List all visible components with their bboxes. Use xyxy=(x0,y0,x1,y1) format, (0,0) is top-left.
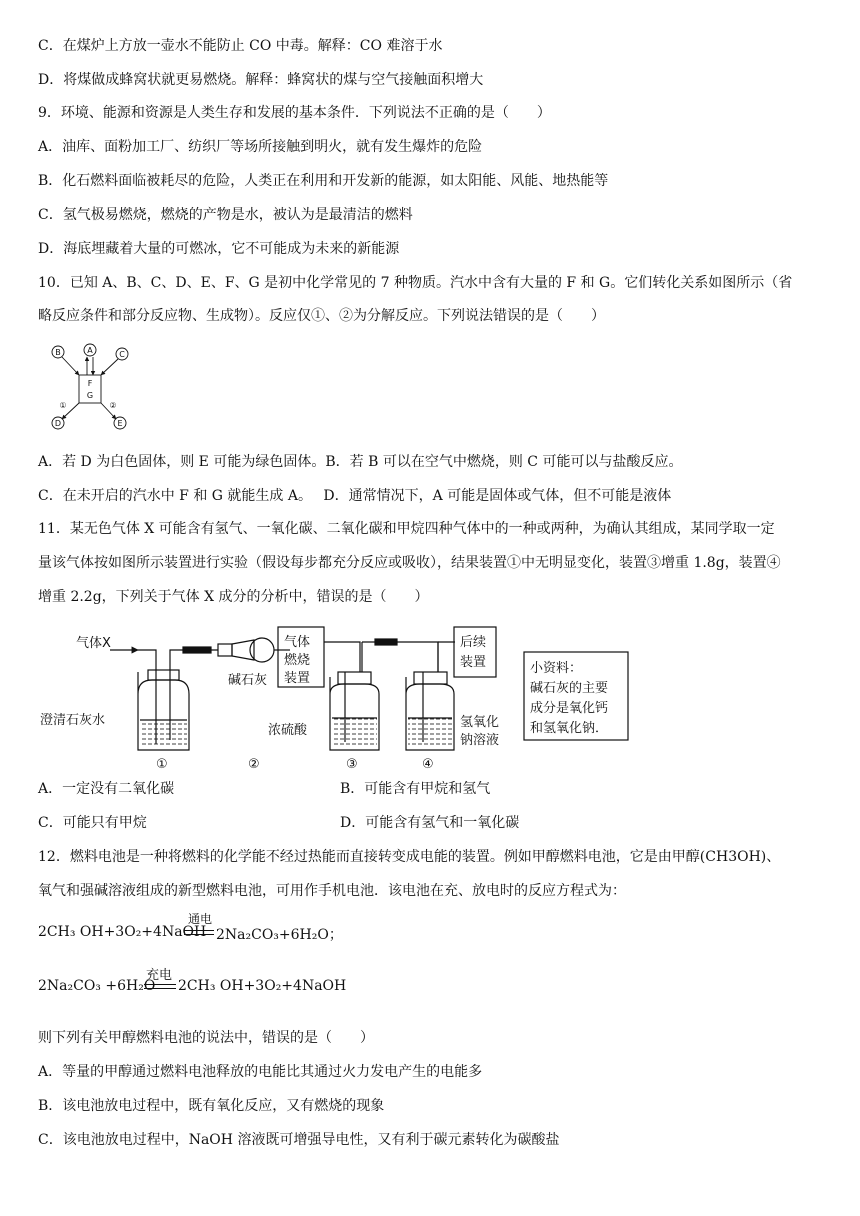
q9-option-a: A．油库、面粉加工厂、纺织厂等场所接触到明火，就有发生爆炸的危险 xyxy=(38,139,483,155)
note-line-4: 和氢氧化钠． xyxy=(530,721,609,736)
eq1-right: 2Na₂CO₃+6H₂O； xyxy=(216,927,343,943)
q11-option-c: C．可能只有甲烷 xyxy=(38,815,147,831)
note-line-1: 小资料： xyxy=(530,661,583,676)
eq1-arrow xyxy=(184,930,214,935)
q11-stem-line3: 增重 2.2g，下列关于气体 X 成分的分析中，错误的是（ ） xyxy=(38,589,429,605)
naoh-label-1: 氢氧化 xyxy=(460,715,500,730)
gas-x-label: 气体X xyxy=(76,636,111,651)
q12-option-a: A．等量的甲醇通过燃料电池释放的电能比其通过火力发电产生的电能多 xyxy=(38,1064,483,1080)
soda-lime-tube xyxy=(218,638,290,662)
q12-option-b: B．该电池放电过程中，既有氧化反应，又有燃烧的现象 xyxy=(38,1098,385,1114)
q10-stem-line1: 10．已知 A、B、C、D、E、F、G 是初中化学常见的 7 种物质。汽水中含有大量的 F 和 G。它们转化关系如图所示（省 xyxy=(38,275,793,291)
q10-options-ab: A．若 D 为白色固体，则 E 可能为绿色固体。B．若 B 可以在空气中燃烧，则 C 可能可以与盐酸反应。 xyxy=(38,454,683,470)
eq2-condition: 充电 xyxy=(146,968,173,983)
eq2-left: 2Na₂CO₃ +6H₂O xyxy=(38,978,156,994)
q11-option-b: B．可能含有甲烷和氢气 xyxy=(340,781,491,797)
q8-option-d: D．将煤做成蜂窝状就更易燃烧。解释：蜂窝状的煤与空气接触面积增大 xyxy=(38,72,484,88)
q11-option-d: D．可能含有氢气和一氧化碳 xyxy=(340,815,520,831)
q11-apparatus-diagram xyxy=(40,622,640,772)
note-line-2: 碱石灰的主要 xyxy=(530,681,609,696)
q12-option-c: C．该电池放电过程中，NaOH 溶液既可增强导电性，又有利于碳元素转化为碳酸盐 xyxy=(38,1132,560,1148)
eq1-condition: 通电 xyxy=(188,912,213,926)
node-c-label: C xyxy=(119,350,125,359)
q10-stem-line2: 略反应条件和部分反应物、生成物）。反应仅①、②为分解反应。下列说法错误的是（ ） xyxy=(38,308,605,324)
q11-option-a: A．一定没有二氧化碳 xyxy=(38,781,175,797)
burner-label-3: 装置 xyxy=(284,671,311,686)
bottle-3 xyxy=(330,642,379,750)
equation-charge xyxy=(38,964,538,998)
reaction-1-label: ① xyxy=(59,401,67,410)
q8-option-c: C．在煤炉上方放一壶水不能防止 CO 中毒。解释：CO 难溶于水 xyxy=(38,38,443,54)
next-label-1: 后续 xyxy=(460,635,487,650)
eq1-left: 2CH₃ OH+3O₂+4NaOH xyxy=(38,924,207,940)
q12-stem-line1: 12．燃料电池是一种将燃料的化学能不经过热能而直接转变成电能的装置。例如甲醇燃料电池，它是由甲醇(CH3OH)、 xyxy=(38,849,781,865)
bottle-1 xyxy=(138,650,200,750)
reaction-2-label: ② xyxy=(109,401,117,410)
node-a-label: A xyxy=(87,346,93,355)
q12-stem-line2: 氧气和强碱溶液组成的新型燃料电池，可用作手机电池．该电池在充、放电时的反应方程式为： xyxy=(38,883,626,899)
node-e-label: E xyxy=(117,419,123,428)
box-f-label: F xyxy=(87,379,93,388)
acid-label: 浓硫酸 xyxy=(268,723,308,738)
eq2-arrow xyxy=(144,984,176,989)
box-g-label: G xyxy=(86,391,94,400)
q12-stem-line3: 则下列有关甲醇燃料电池的说法中，错误的是（ ） xyxy=(38,1030,374,1046)
q9-option-d: D．海底埋藏着大量的可燃冰，它不可能成为未来的新能源 xyxy=(38,241,400,257)
eq2-right: 2CH₃ OH+3O₂+4NaOH xyxy=(178,978,347,994)
label-1: ① xyxy=(156,757,168,772)
label-3: ③ xyxy=(346,757,358,772)
naoh-label-2: 钠溶液 xyxy=(460,733,500,748)
q9-option-c: C．氢气极易燃烧，燃烧的产物是水，被认为是最清洁的燃料 xyxy=(38,207,413,223)
q10-relation-diagram xyxy=(44,342,136,436)
note-line-3: 成分是氧化钙 xyxy=(530,701,609,716)
burner-label-1: 气体 xyxy=(284,635,311,650)
label-2: ② xyxy=(248,757,260,772)
equation-discharge xyxy=(38,910,538,944)
next-label-2: 装置 xyxy=(460,655,487,670)
burner-label-2: 燃烧 xyxy=(284,653,311,668)
soda-lime-label: 碱石灰 xyxy=(228,673,268,688)
q9-stem: 9．环境、能源和资源是人类生存和发展的基本条件．下列说法不正确的是（ ） xyxy=(38,105,551,121)
q11-stem-line1: 11．某无色气体 X 可能含有氢气、一氧化碳、二氧化碳和甲烷四种气体中的一种或两种，为确认其组成，某同学取一定 xyxy=(38,521,775,537)
q9-option-b: B．化石燃料面临被耗尽的危险，人类正在利用和开发新的能源，如太阳能、风能、地热能等 xyxy=(38,173,609,189)
q11-stem-line2: 量该气体按如图所示装置进行实验（假设每步都充分反应或吸收），结果装置①中无明显变化，装置③增重 1.8g，装置④ xyxy=(38,555,781,571)
bottle-4 xyxy=(406,642,455,750)
q10-options-cd: C．在未开启的汽水中 F 和 G 就能生成 A。 D．通常情况下，A 可能是固体或气体，但不可能是液体 xyxy=(38,488,672,504)
node-b-label: B xyxy=(55,348,61,357)
label-4: ④ xyxy=(422,757,434,772)
limewater-label: 澄清石灰水 xyxy=(40,713,106,728)
node-d-label: D xyxy=(54,419,62,428)
